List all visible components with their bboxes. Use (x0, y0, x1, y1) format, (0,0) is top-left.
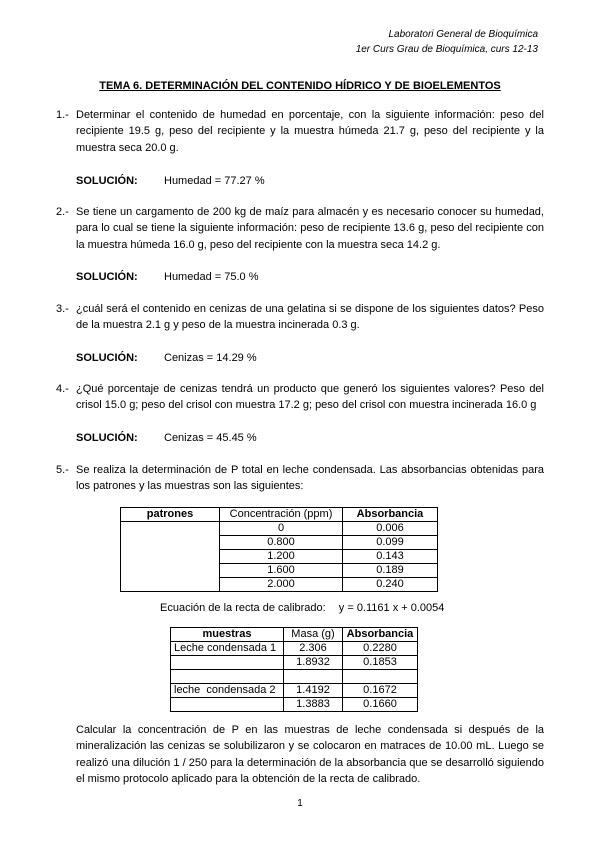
concentration-cell: 2.000 (220, 578, 343, 592)
question-5 (56, 462, 544, 495)
question-1 (56, 107, 544, 156)
absorbance-cell: 0.1660 (343, 698, 418, 712)
solution-value: Humedad = 77.27 % (164, 175, 265, 187)
mass-cell: 1.3883 (284, 698, 343, 712)
solution-3 (76, 350, 257, 366)
sample-name-cell (171, 670, 284, 684)
header-patrones: patrones (121, 508, 220, 522)
table-row (171, 642, 418, 656)
question-text: ¿Qué porcentaje de cenizas tendrá un producto que generó los siguientes valores? Peso del crisol 15.0 g; peso del crisol con muestra 17.2 g; peso del crisol con muestra incinerada 16.0 g (76, 383, 544, 412)
question-number: 4.- (56, 383, 69, 395)
absorbance-cell: 0.189 (343, 564, 438, 578)
header-absorbancia: Absorbancia (343, 628, 418, 642)
sample-name-cell: Leche condensada 1 (171, 642, 284, 656)
solution-value: Humedad = 75.0 % (164, 271, 259, 283)
page-header (356, 27, 538, 57)
question-number: 3.- (56, 303, 69, 315)
concentration-cell: 1.200 (220, 550, 343, 564)
question-text: Se realiza la determinación de P total en leche condensada. Las absorbancias obtenidas para los patrones y las muestras son las siguientes: (76, 464, 544, 493)
solution-1 (76, 173, 265, 189)
absorbance-cell: 0.143 (343, 550, 438, 564)
absorbance-cell: 0.1672 (343, 684, 418, 698)
sample-name-cell (171, 698, 284, 712)
final-paragraph-text: Calcular la concentración de P en las muestras de leche condensada si después de la mineralización las cenizas se solubilizaron y se colocaron en matraces de 10.00 mL. Luego se realizó una dilución 1 / 250 para la determinación de la absorbancia que se desarrolló siguiendo el mismo protocolo aplicado para la obtención de la recta de calibrado. (76, 724, 544, 786)
question-number: 2.- (56, 206, 69, 218)
concentration-cell: 1.600 (220, 564, 343, 578)
mass-cell: 1.4192 (284, 684, 343, 698)
question-3 (56, 301, 544, 334)
question-number: 1.- (56, 109, 69, 121)
question-2 (56, 204, 544, 253)
concentration-cell: 0 (220, 522, 343, 536)
header-course: 1er Curs Grau de Bioquímica, curs 12-13 (355, 44, 538, 55)
table-row (171, 656, 418, 670)
header-masa: Masa (g) (284, 628, 343, 642)
page-number: 1 (297, 798, 303, 809)
equation-formula: y = 0.1161 x + 0.0054 (338, 602, 445, 614)
question-text: Determinar el contenido de humedad en porcentaje, con la siguiente información: peso del recipiente 19.5 g, peso del recipiente y la muestra húmeda 21.7 g, peso del recipiente y la muestra seca 20.0 g. (76, 109, 544, 154)
absorbance-cell: 0.1853 (343, 656, 418, 670)
solution-label: SOLUCIÓN: (76, 352, 138, 364)
sample-name-cell (171, 656, 284, 670)
absorbance-cell: 0.2280 (343, 642, 418, 656)
header-concentracion: Concentración (ppm) (220, 508, 343, 522)
equation-label: Ecuación de la recta de calibrado: (160, 602, 326, 614)
table-row (171, 698, 418, 712)
header-absorbancia: Absorbancia (343, 508, 438, 522)
document-title: TEMA 6. DETERMINACIÓN DEL CONTENIDO HÍDRICO Y DE BIOELEMENTOS (99, 80, 501, 92)
solution-label: SOLUCIÓN: (76, 175, 138, 187)
absorbance-cell: 0.240 (343, 578, 438, 592)
mass-cell: 1.8932 (284, 656, 343, 670)
header-muestras: muestras (171, 628, 284, 642)
header-lab-name: Laboratori General de Bioquímica (388, 29, 538, 40)
table-row (171, 670, 418, 684)
calibration-equation (160, 600, 444, 616)
absorbance-cell (343, 670, 418, 684)
solution-2 (76, 269, 258, 285)
concentration-cell: 0.800 (220, 536, 343, 550)
calibration-table (120, 507, 438, 592)
samples-table (170, 627, 418, 712)
patrones-cell (121, 522, 220, 592)
absorbance-cell: 0.006 (343, 522, 438, 536)
absorbance-cell: 0.099 (343, 536, 438, 550)
solution-value: Cenizas = 45.45 % (164, 432, 257, 444)
question-text: ¿cuál será el contenido en cenizas de una gelatina si se dispone de los siguientes datos? Peso de la muestra 2.1 g y peso de la muestra incinerada 0.3 g. (76, 303, 544, 332)
solution-4 (76, 430, 257, 446)
mass-cell (284, 670, 343, 684)
question-number: 5.- (56, 464, 69, 476)
question-4 (56, 381, 544, 414)
mass-cell: 2.306 (284, 642, 343, 656)
solution-label: SOLUCIÓN: (76, 271, 138, 283)
solution-value: Cenizas = 14.29 % (164, 352, 257, 364)
sample-name-cell: leche condensada 2 (171, 684, 284, 698)
final-paragraph (76, 722, 544, 788)
table-row (121, 522, 438, 536)
table-row (171, 684, 418, 698)
solution-label: SOLUCIÓN: (76, 432, 138, 444)
question-text: Se tiene un cargamento de 200 kg de maíz para almacén y es necesario conocer su humedad, para lo cual se tiene la siguiente información: peso de recipiente 13.6 g, peso del recipiente con la muestra húmeda 16.0 g, peso del recipiente con la muestra seca 14.2 g. (76, 206, 544, 251)
